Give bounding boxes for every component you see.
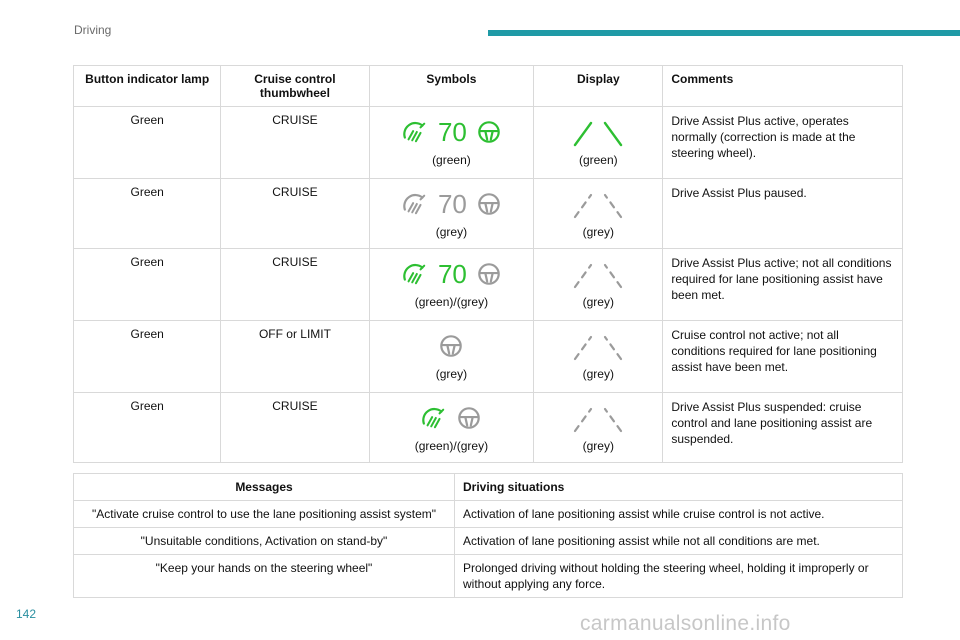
table-row bbox=[74, 107, 903, 179]
symbol-color-label: (grey) bbox=[435, 225, 468, 239]
display-color-label: (grey) bbox=[582, 225, 614, 239]
speed-value: 70 bbox=[437, 259, 467, 289]
message-cell: "Unsuitable conditions, Activation on stand-by" bbox=[74, 528, 455, 555]
display-cell bbox=[534, 321, 663, 393]
lane-lines-icon bbox=[563, 331, 633, 363]
header-display: Display bbox=[534, 66, 663, 107]
steering-wheel-icon bbox=[457, 406, 481, 430]
steering-wheel-icon bbox=[439, 334, 463, 358]
cruise-control-icon bbox=[402, 192, 428, 216]
steering-wheel-icon bbox=[477, 120, 501, 144]
thumbwheel-cell: CRUISE bbox=[221, 107, 369, 179]
table-header-row bbox=[74, 66, 903, 107]
display-color-label: (grey) bbox=[582, 295, 614, 309]
symbols-cell bbox=[369, 107, 534, 179]
steering-wheel-icon bbox=[477, 192, 501, 216]
header-accent-bar bbox=[488, 30, 960, 36]
comment-cell: Drive Assist Plus suspended: cruise control and lane positioning assist are suspended. bbox=[663, 393, 903, 463]
header-lamp: Button indicator lamp bbox=[74, 66, 221, 107]
steering-wheel-icon bbox=[477, 262, 501, 286]
situation-cell: Activation of lane positioning assist while not all conditions are met. bbox=[455, 528, 903, 555]
section-title: Driving bbox=[74, 23, 112, 37]
table-row bbox=[74, 555, 903, 598]
thumbwheel-cell: CRUISE bbox=[221, 249, 369, 321]
lane-lines-icon bbox=[563, 259, 633, 291]
thumbwheel-cell: OFF or LIMIT bbox=[221, 321, 369, 393]
lamp-cell: Green bbox=[74, 179, 221, 249]
display-cell bbox=[534, 249, 663, 321]
lane-lines-icon bbox=[563, 117, 633, 149]
lamp-cell: Green bbox=[74, 393, 221, 463]
symbols-cell bbox=[369, 179, 534, 249]
header-driving-situations: Driving situations bbox=[455, 474, 903, 501]
comment-cell: Drive Assist Plus active, operates normally (correction is made at the steering wheel). bbox=[663, 107, 903, 179]
symbol-color-label: (green) bbox=[432, 153, 471, 167]
lane-lines-icon bbox=[563, 403, 633, 435]
comment-cell: Drive Assist Plus active; not all conditions required for lane positioning assist have been met. bbox=[663, 249, 903, 321]
header-messages: Messages bbox=[74, 474, 455, 501]
symbols-cell bbox=[369, 393, 534, 463]
cruise-control-icon bbox=[421, 406, 447, 430]
messages-table bbox=[73, 473, 903, 598]
table-row bbox=[74, 528, 903, 555]
thumbwheel-cell: CRUISE bbox=[221, 179, 369, 249]
display-color-label: (grey) bbox=[582, 367, 614, 381]
watermark-text: carmanualsonline.info bbox=[580, 612, 791, 635]
cruise-control-icon bbox=[402, 262, 428, 286]
comment-cell: Cruise control not active; not all conditions required for lane positioning assist have been met. bbox=[663, 321, 903, 393]
comment-cell: Drive Assist Plus paused. bbox=[663, 179, 903, 249]
lane-lines-icon bbox=[563, 189, 633, 221]
table-row bbox=[74, 249, 903, 321]
display-cell bbox=[534, 179, 663, 249]
lamp-cell: Green bbox=[74, 107, 221, 179]
situation-cell: Prolonged driving without holding the steering wheel, holding it improperly or without applying any force. bbox=[455, 555, 903, 598]
symbol-color-label: (grey) bbox=[435, 367, 468, 381]
header-comments: Comments bbox=[663, 66, 903, 107]
display-color-label: (green) bbox=[578, 153, 618, 167]
message-cell: "Keep your hands on the steering wheel" bbox=[74, 555, 455, 598]
display-color-label: (grey) bbox=[582, 439, 614, 453]
header-thumbwheel: Cruise control thumbwheel bbox=[221, 66, 369, 107]
table-row bbox=[74, 179, 903, 249]
table-row bbox=[74, 321, 903, 393]
table-row bbox=[74, 501, 903, 528]
cruise-control-icon bbox=[402, 120, 428, 144]
lamp-cell: Green bbox=[74, 249, 221, 321]
page-number: 142 bbox=[16, 607, 37, 621]
symbol-color-label: (green)/(grey) bbox=[414, 439, 489, 453]
display-cell bbox=[534, 393, 663, 463]
speed-value: 70 bbox=[437, 189, 467, 219]
table-row bbox=[74, 393, 903, 463]
symbols-cell bbox=[369, 321, 534, 393]
table-header-row bbox=[74, 474, 903, 501]
symbols-cell bbox=[369, 249, 534, 321]
indicator-table bbox=[73, 65, 903, 463]
lamp-cell: Green bbox=[74, 321, 221, 393]
header-symbols: Symbols bbox=[369, 66, 534, 107]
display-cell bbox=[534, 107, 663, 179]
symbol-color-label: (green)/(grey) bbox=[414, 295, 489, 309]
thumbwheel-cell: CRUISE bbox=[221, 393, 369, 463]
message-cell: "Activate cruise control to use the lane positioning assist system" bbox=[74, 501, 455, 528]
speed-value: 70 bbox=[437, 117, 467, 147]
situation-cell: Activation of lane positioning assist while cruise control is not active. bbox=[455, 501, 903, 528]
